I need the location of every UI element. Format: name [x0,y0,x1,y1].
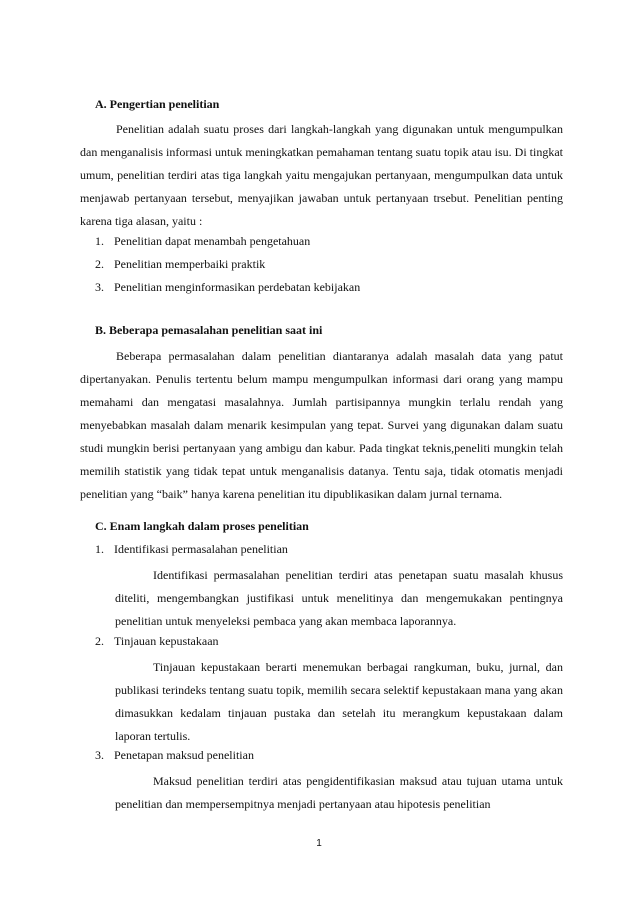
list-text: Identifikasi permasalahan penelitian [114,542,288,556]
list-item [95,280,360,295]
list-item [95,634,219,649]
list-item [95,257,265,272]
section-b-paragraph: Beberapa permasalahan dalam penelitian diantaranya adalah masalah data yang patut dipertanyakan. Penulis tertentu belum mampu mengumpulkan informasi dari orang yang mampu memahami dan mengatasi masalahnya. Jumlah partisipannya mungkin terlalu rendah yang menyebabkan masalah dalam menarik kesimpulan yang tepat. Survei yang digunakan dalam suatu studi mungkin berisi pertanyaan yang ambigu dan kabur. Pada tingkat teknis,peneliti mungkin telah memilih statistik yang tidak tepat untuk menganalisis datanya. Tentu saja, tidak otomatis menjadi penelitian yang “baik” hanya karena penelitian itu dipublikasikan dalam jurnal ternama. [80,349,563,501]
list-number: 1. [95,542,104,556]
list-number: 3. [95,280,104,294]
list-number: 1. [95,234,104,248]
section-c-heading: C. Enam langkah dalam proses penelitian [95,519,309,533]
page-number: 1 [316,838,322,849]
list-item [95,542,288,557]
list-text: Penetapan maksud penelitian [114,748,254,762]
step-paragraph: Maksud penelitian terdiri atas pengidentifikasian maksud atau tujuan utama untuk penelitian dan mempersempitnya menjadi pertanyaan atau hipotesis penelitian [115,774,563,811]
section-a-heading: A. Pengertian penelitian [95,97,220,111]
list-number: 2. [95,257,104,271]
step-paragraph: Tinjauan kepustakaan berarti menemukan berbagai rangkuman, buku, jurnal, dan publikasi terindeks tentang suatu topik, memilih secara selektif kepustakaan mana yang akan dimasukkan kedalam tinjauan pustaka dan setelah itu merangkum kepustakaan dalam laporan tertulis. [115,660,563,743]
list-number: 3. [95,748,104,762]
list-number: 2. [95,634,104,648]
list-text: Penelitian menginformasikan perdebatan kebijakan [114,280,361,294]
list-item [95,748,254,763]
step-paragraph: Identifikasi permasalahan penelitian terdiri atas penetapan suatu masalah khusus diteliti, mengembangkan justifikasi untuk menelitinya dan mengemukakan pentingnya penelitian untuk menyeleksi pembaca yang akan membaca laporannya. [115,568,563,628]
section-a-paragraph: Penelitian adalah suatu proses dari langkah-langkah yang digunakan untuk mengumpulkan dan menganalisis informasi untuk meningkatkan pemahaman tentang suatu topik atau isu. Di tingkat umum, penelitian terdiri atas tiga langkah yaitu mengajukan pertanyaan, mengumpulkan data untuk menjawab pertanyaan tersebut, menyajikan jawaban untuk pertanyaan trsebut. Penelitian penting karena tiga alasan, yaitu : [80,122,563,228]
list-text: Tinjauan kepustakaan [114,634,219,648]
section-b-heading: B. Beberapa pemasalahan penelitian saat ini [95,323,323,337]
list-text: Penelitian dapat menambah pengetahuan [114,234,311,248]
list-text: Penelitian memperbaiki praktik [114,257,266,271]
list-item [95,234,310,249]
